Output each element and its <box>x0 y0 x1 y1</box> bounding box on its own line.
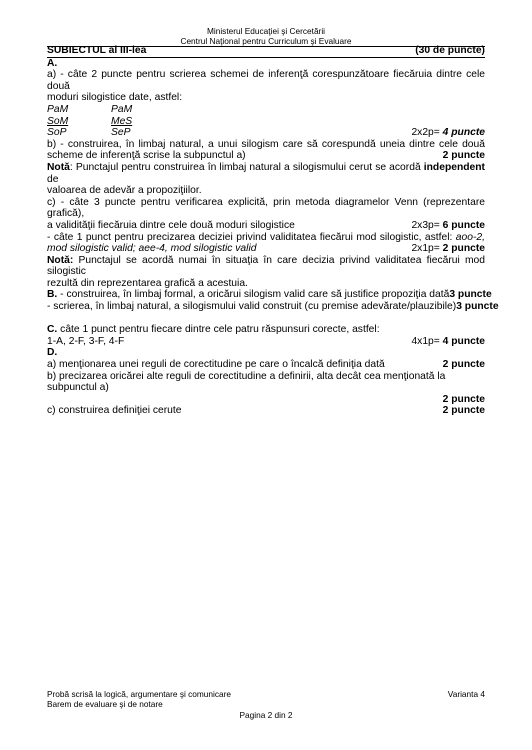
section-b-label: B. <box>47 289 58 301</box>
footer-variant: Varianta 4 <box>447 689 485 699</box>
footer-page-number: Pagina 2 din 2 <box>239 710 293 720</box>
d-c-row: c) construirea definiţiei cerute 2 puncte <box>47 405 485 417</box>
c-text-line2-row <box>47 220 485 232</box>
b-text-line2-row <box>47 150 485 162</box>
footer-exam: Probă scrisă la logică, argumentare şi comunicare <box>47 689 231 699</box>
c-text-line3: - câte 1 punct pentru precizarea deciziei privind validitatea fiecărui mod silogistic, astfel: aoo-2, <box>47 231 485 243</box>
c-score: 4x1p= 4 puncte <box>411 335 485 347</box>
nota2-line1: Notă: Punctajul se acordă numai în situaţia în care decizia privind validitatea fiecărui mod silogistic <box>47 254 485 278</box>
c-answers: 1-A, 2-F, 3-F, 4-F <box>47 335 125 347</box>
section-c-row1: C. câte 1 punct pentru fiecare dintre cele patru răspunsuri corecte, astfel: <box>47 324 380 336</box>
d-b-score-row <box>47 394 485 406</box>
d-b-text: b) precizarea oricărei alte reguli de corectitudine a definirii, alta decât cea menţionată la subpunctul a) <box>47 370 446 394</box>
c-text-line1: c) - câte 3 puncte pentru verificarea explicită, prin metoda diagramelor Venn (reprezentare grafică), <box>47 196 485 220</box>
c-text-line2: a validităţii fiecăruia dintre cele două moduri silogistice <box>47 219 295 231</box>
subject-title-row <box>47 45 485 58</box>
syllogism-2-conclusion: SeP <box>111 127 131 139</box>
nota1-line1: Notă: Punctajul pentru construirea în limbaj natural a silogismului cerut se acordă independent de <box>47 161 485 185</box>
d-c-score: 2 puncte <box>442 405 485 417</box>
b-natural-score: 3 puncte <box>456 301 499 313</box>
subject-points: (30 de puncte) <box>415 45 485 56</box>
section-b-row2: - scrierea, în limbaj natural, a silogismului valid construit (cu premise adevărate/plauzibile) 3 puncte <box>47 301 499 313</box>
syllogism-1-premise-1: PaM <box>47 103 69 115</box>
center-name: Centrul Naţional pentru Curriculum şi Evaluare <box>47 37 485 48</box>
ministry-name: Ministerul Educaţiei şi Cercetării <box>206 26 326 36</box>
a-text-line2: moduri silogistice date, astfel: <box>47 92 183 104</box>
c-score2: 2x1p= 2 puncte <box>411 243 485 255</box>
nota2-line2: rezultă din reprezentarea grafică a acestuia. <box>47 277 248 289</box>
b-formal-score: 3 puncte <box>449 289 492 301</box>
b-text-line1: b) - construirea, în limbaj natural, a unui silogism care să corespundă uneia dintre cele două <box>47 138 485 150</box>
c-score1: 2x3p= 6 puncte <box>411 219 485 231</box>
syllogism-premise-2 <box>47 116 485 128</box>
a-score: 2x2p= 4 puncte <box>411 127 485 139</box>
subject-title: SUBIECTUL al III-lea <box>47 45 147 56</box>
syllogism-premise-1 <box>47 104 485 116</box>
c-text-line4: mod silogistic valid; aee-4, mod silogistic valid <box>47 243 257 255</box>
section-a-label: A. <box>47 57 58 69</box>
syllogism-2-premise-2: MeS <box>111 115 133 127</box>
page-header <box>47 27 485 47</box>
section-c-label: C. <box>47 324 58 336</box>
syllogism-1-premise-2: SoM <box>47 115 69 127</box>
section-c-row2 <box>47 336 485 348</box>
syllogism-1-conclusion: SoP <box>47 127 67 139</box>
section-d-label: D. <box>47 347 58 359</box>
c-text-line4-row <box>47 243 485 255</box>
b-score: 2 puncte <box>442 150 485 162</box>
document-body <box>47 45 499 417</box>
d-a-score: 2 puncte <box>442 359 485 371</box>
footer-barem: Barem de evaluare şi de notare <box>47 698 163 709</box>
d-a-row: a) menţionarea unei reguli de corectitudine pe care o încalcă definiţia dată 2 puncte <box>47 359 485 371</box>
b-text-line2: scheme de inferenţă scrise la subpunctul a) <box>47 150 246 162</box>
section-b-row1: B. - construirea, în limbaj formal, a oricărui silogism valid care să justifice propoziţia dată 3 puncte <box>47 289 492 301</box>
page-footer <box>47 690 485 721</box>
syllogism-2-premise-1: PaM <box>111 103 133 115</box>
d-b-score: 2 puncte <box>442 393 485 405</box>
syllogism-conclusion-row <box>47 127 485 139</box>
nota1-line2: valoarea de adevăr a propoziţiilor. <box>47 185 202 197</box>
a-text-line1: a) - câte 2 puncte pentru scrierea schemei de inferenţă corespunzătoare fiecăruia dintre cele două <box>47 69 485 92</box>
